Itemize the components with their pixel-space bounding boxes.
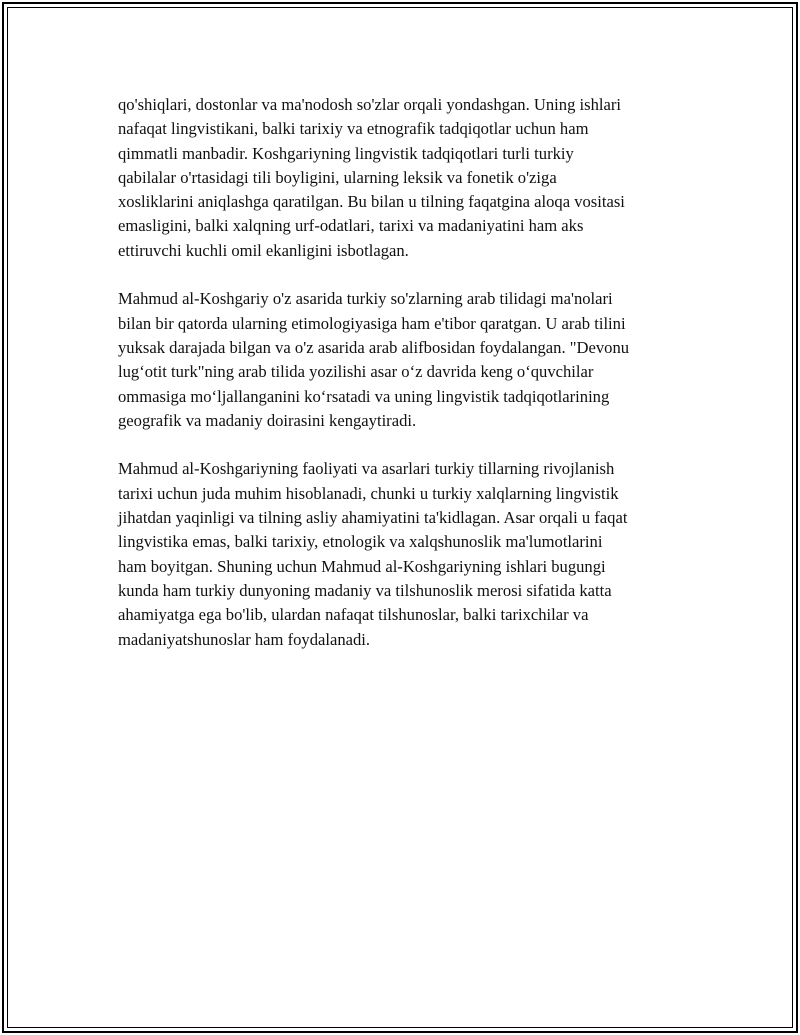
paragraph-2: Mahmud al-Koshgariy o'z asarida turkiy so'zlarning arab tilidagi ma'nolari bilan bir qatorda ularning etimologiyasiga ham e'tibor qaratgan. U arab tilini yuksak darajada bilgan va o'z asarida arab alifbosidan foydalangan. "Devonu lug‘otit turk"ning arab tilida yozilishi asar o‘z davrida keng o‘quvchilar ommasiga mo‘ljallanganini ko‘rsatadi va uning lingvistik tadqiqotlarining geografik va madaniy doirasini kengaytiradi. [118, 289, 630, 430]
paragraph-3: Mahmud al-Koshgariyning faoliyati va asarlari turkiy tillarning rivojlanish tarixi uchun juda muhim hisoblanadi, chunki u turkiy xalqlarning lingvistik jihatdan yaqinligi va tilning asliy ahamiyatini ta'kidlagan. Asar orqali u faqat lingvistika emas, balki tarixiy, etnologik va xalqshunoslik ma'lumotlarini ham boyitgan. Shuning uchun Mahmud al-Koshgariyning ishlari bugungi kunda ham turkiy dunyoning madaniy va tilshunoslik merosi sifatida katta ahamiyatga ega bo'lib, ulardan nafaqat tilshunoslar, balki tarixchilar va madaniyatshunoslar ham foydalanadi. [118, 459, 628, 649]
document-body [118, 93, 698, 676]
paragraph-1: qo'shiqlari, dostonlar va ma'nodosh so'zlar orqali yondashgan. Uning ishlari nafaqat lingvistikani, balki tarixiy va etnografik tadqiqotlar uchun ham qimmatli manbadir. Koshgariyning lingvistik tadqiqotlari turli turkiy qabilalar o'rtasidagi tili boyligini, ularning leksik va fonetik o'ziga xosliklarini aniqlashga qaratilgan. Bu bilan u tilning faqatgina aloqa vositasi emasligini, balki xalqning urf-odatlari, tarixi va madaniyatini ham aks ettiruvchi kuchli omil ekanligini isbotlagan. [118, 95, 625, 260]
